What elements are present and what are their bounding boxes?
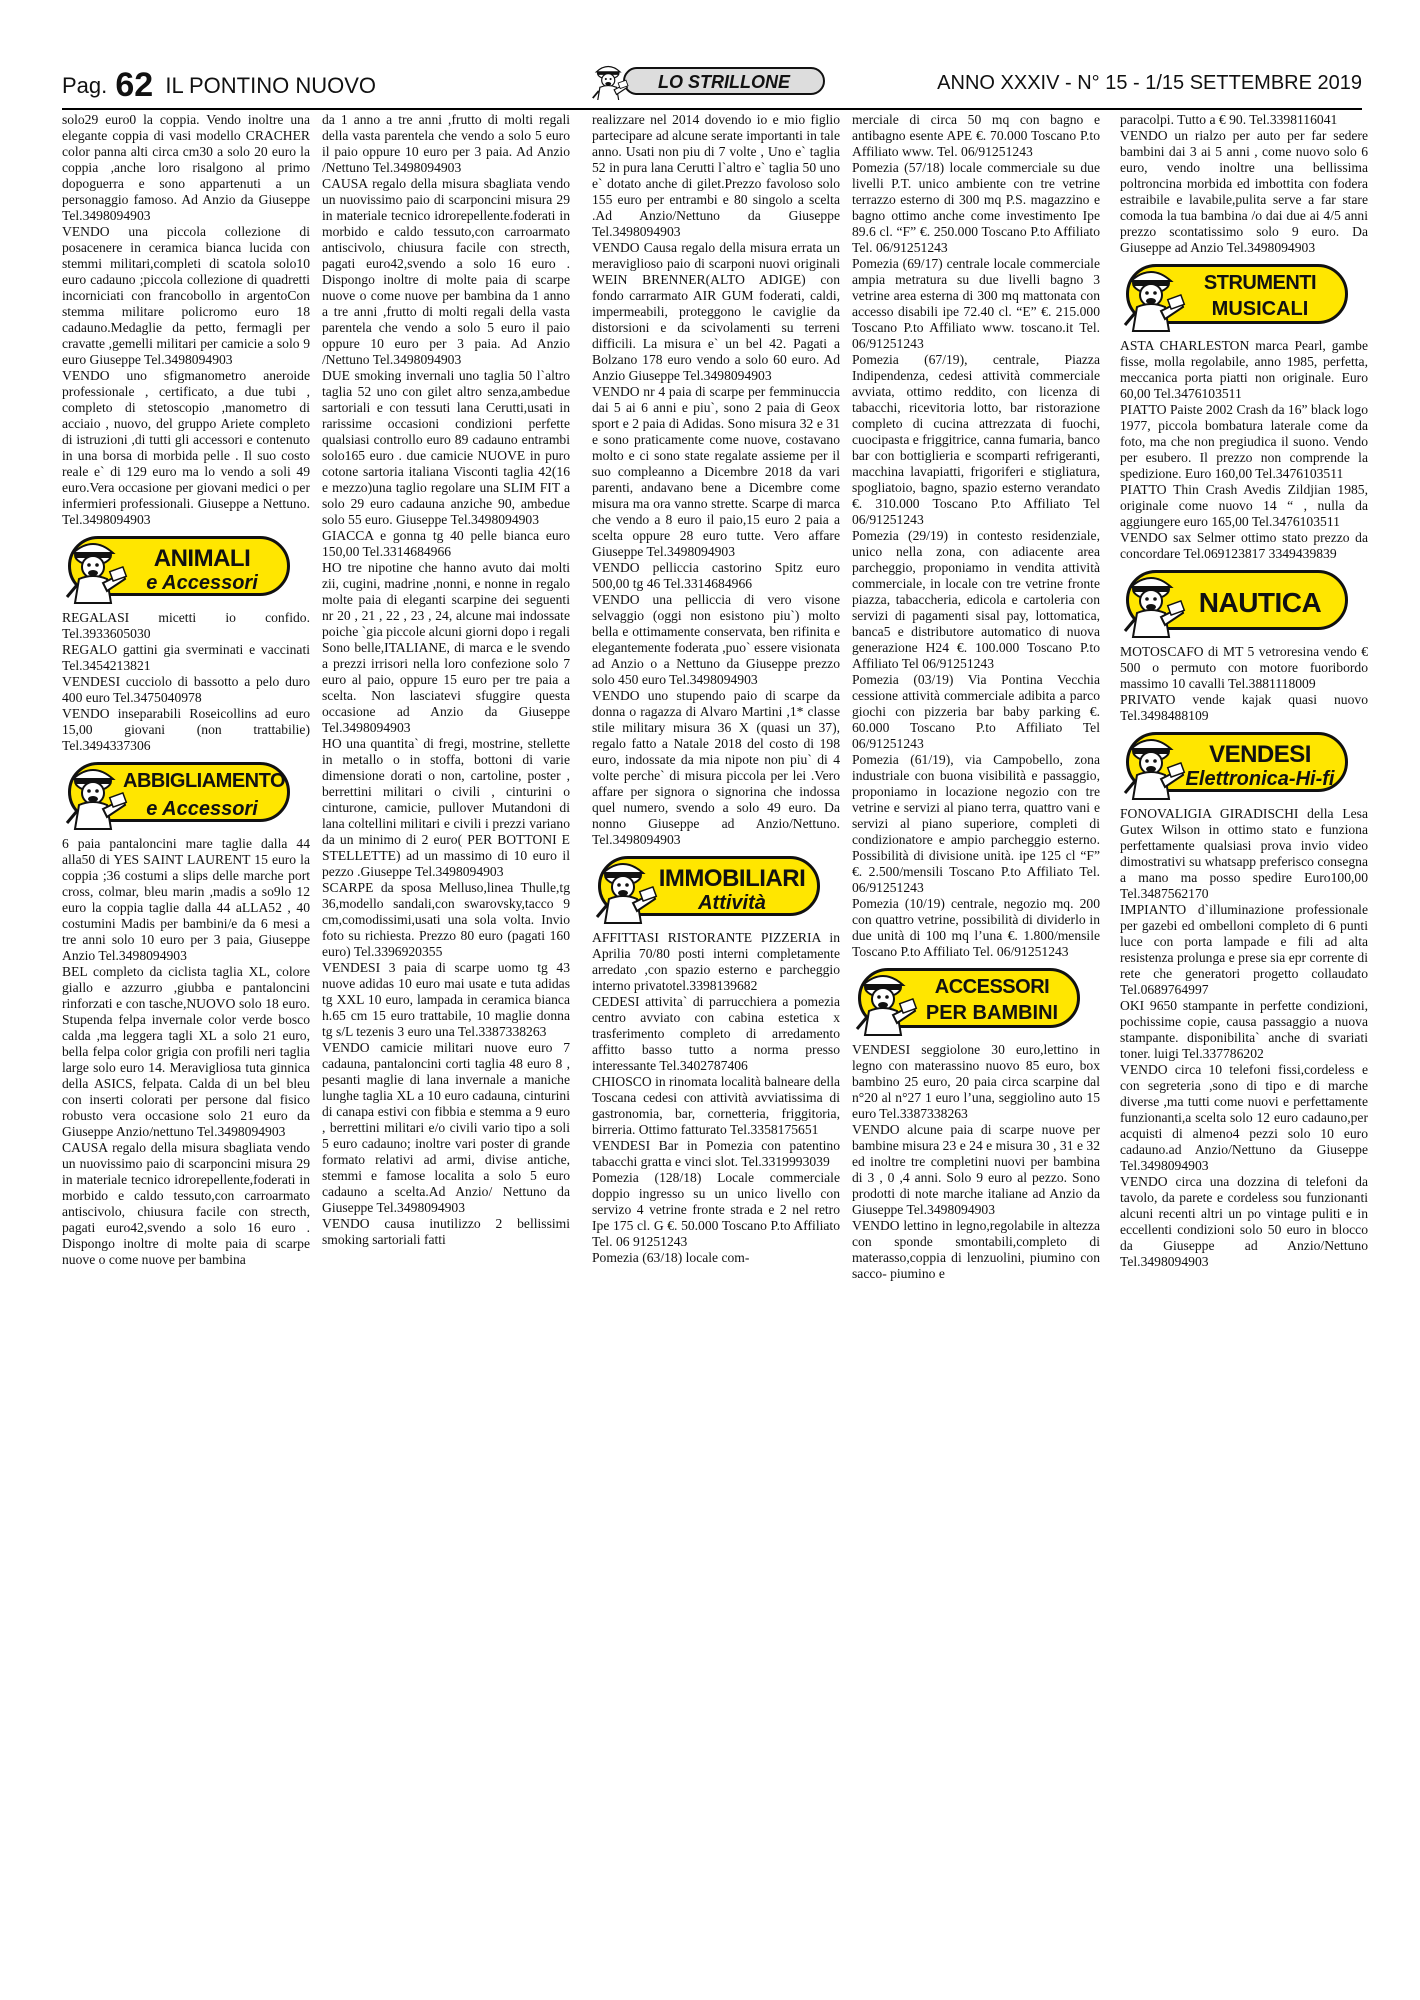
classified-ad: VENDESI cucciolo di bassotto a pelo duro 400 euro Tel.3475040978	[62, 674, 310, 705]
classified-ad: IMPIANTO d`illuminazione professionale per gazebi ed ombelloni completo di 6 punti luce con porta lampade e fili ad alta resistenza prolunga e prese sia epr corrente di rete che generatori progetto collaudato Tel.0689764997	[1120, 902, 1368, 997]
classified-ad: VENDO una pelliccia di vero visone selvaggio (oggi non esistono piu`) molto bella e ottimamente conservata, ben rifinita e elegantemente foderata ,puo` essere visionata ad Anzio o a Nettuno da Giuseppe prezzo solo 450 euro Tel.3498094903	[592, 592, 840, 687]
classified-ad: VENDO sax Selmer ottimo stato prezzo da concordare Tel.069123817 3349439839	[1120, 530, 1368, 561]
classified-ad: CAUSA regalo della misura sbagliata vendo un nuovissimo paio di scarponcini misura 29 in materiale tecnico idrorepellente.foderati in morbido e caldo tessuto,con carroarmato antiscivolo, chiusura facile con strecth, pagati euro42,svendo a solo 16 euro . Dispongo inoltre di molte paia di scarpe nuove o come nuove per bambina da 1 anno a tre anni ,frutto di molti regali della vasta parentela che vendo a solo 5 euro il paio oppure 10 euro per 3 paia. Ad Anzio /Nettuno Tel.3498094903	[322, 176, 570, 367]
classified-ad: Pomezia (29/19) in contesto residenziale, unico nella zona, con adiacente area parcheggio, proponiamo in vendita attività commerciale, in locale con tre vetrine fronte piazza, tabaccheria, edicola e cartoleria con servizi di pagamenti sisal pay, lottomatica, banca5 e distributore automatico di nuova generazione H24 €. 100.000 Toscano P.to Affiliato Tel 06/91251243	[852, 528, 1100, 671]
classified-ad: FONOVALIGIA GIRADISCHI della Lesa Gutex Wilson in ottimo stato e funziona perfettamente qualsiasi prova invio video dimostrativi su whatsapp preferisco consegna a mano ma posso spedire Euro100,00 Tel.3487562170	[1120, 806, 1368, 901]
section-badge-accessori-bambini	[852, 964, 1100, 1034]
classified-ad: Pomezia (03/19) Via Pontina Vecchia cessione attività commerciale adibita a parco giochi con pizzeria bar baby parking €. 60.000 Toscano P.to Affiliato Tel 06/91251243	[852, 672, 1100, 751]
classified-ad: HO tre nipotine che hanno avuto dai molti zii, cugini, madrine ,nonni, e nonne in regalo molte paia di eleganti scarpine dei seguenti nr 20 , 21 , 22 , 23 , 24, alcune mai indossate poiche `gia piccole alcuni giorni dopo i regali Sono belle,ITALIANE, di marca e le svendo a prezzi irrisori nella loro confezione solo 7 euro al paio, oppure 15 euro per tre paia a scelta. Non lasciatevi sfuggire questa occasione ad Anzio da Giuseppe Tel.3498094903	[322, 560, 570, 735]
classified-ad: VENDO Causa regalo della misura errata un meraviglioso paio di scarponi nuovi originali WEIN BRENNER(ALTO ADIGE) con fondo carrarmato AIR GUM foderati, caldi, impermeabili, proteggono le caviglie da distorsioni e da scivolamenti su terreni difficili. La misura e` un bel 42. Pagati a Bolzano 178 euro vendo a solo 60 euro. Ad Anzio Giuseppe Tel.3498094903	[592, 240, 840, 383]
classified-ad: merciale di circa 50 mq con bagno e antibagno esente APE €. 70.000 Toscano P.to Affiliato www. Tel. 06/91251243	[852, 112, 1100, 159]
classified-ad: SCARPE da sposa Melluso,linea Thulle,tg 36,modello sandali,con swarovsky,tacco 9 cm,comodissimi,usati una sola volta. Invio foto su richiesta. Prezzo 80 euro (pagati 160 euro) Tel.3396920355	[322, 880, 570, 959]
classified-ad: CAUSA regalo della misura sbagliata vendo un nuovissimo paio di scarponcini misura 29 in materiale tecnico idrorepellente,foderati in morbido e caldo tessuto,con carroarmato antiscivolo, chiusura facile con strecth, pagati euro42,svendo a solo 16 euro . Dispongo inoltre di molte paia di scarpe nuove o come nuove per bambina	[62, 1140, 310, 1267]
newsboy-mascot-icon	[63, 759, 129, 833]
classified-ad: VENDO nr 4 paia di scarpe per femminuccia dai 5 ai 6 anni e piu`, sono 2 paia di Geox sport e 2 paia di Adidas. Sono misura 32 e 31 e sono praticamente come nuove, costavano molto e ci sono state regalate assieme per il suo compleanno a Dicembre 2018 da vari parenti, andavano bene a Dicembre come misura ma ora vanno strette. Scarpe di marca che vendo a 8 euro il paio,15 euro 2 paia a scelta oppure 28 euro tutte. Vero affare Giuseppe Tel.3498094903	[592, 384, 840, 559]
section-subtitle: Attività	[698, 892, 766, 914]
newsboy-mascot-icon	[593, 853, 659, 927]
classified-ad: VENDO lettino in legno,regolabile in altezza con sponde smontabili,completo di materasso,coppia di lenzuolini, piumino con sacco- piumino e	[852, 1218, 1100, 1281]
column-3	[592, 112, 840, 1266]
classified-ad: VENDESI 3 paia di scarpe uomo tg 43 nuove adidas 10 euro mai usate e tuta adidas tg XXL 10 euro, lampada in ceramica bianca h.65 cm 15 euro trattabile, 10 maglie donna tg s/L tezenis 3 euro una Tel.3387338263	[322, 960, 570, 1039]
section-title: NAUTICA	[1198, 587, 1322, 618]
lo-strillone-logo	[590, 60, 830, 100]
classified-ad: da 1 anno a tre anni ,frutto di molti regali della vasta parentela che vendo a solo 5 euro il paio oppure 10 euro per 3 paia. Ad Anzio /Nettuno Tel.3498094903	[322, 112, 570, 175]
section-subtitle: e Accessori	[146, 572, 258, 594]
classified-ad: VENDO alcune paia di scarpe nuove per bambine misura 23 e 24 e misura 30 , 31 e 32 ed inoltre tre completini nuovi per bambina di 3 , 0 ,4 anni. Solo 9 euro al pezzo. Sono prodotti di note marche italiane ad Anzio da Giuseppe Tel.3498094903	[852, 1122, 1100, 1217]
section-title: ABBIGLIAMENTO	[123, 770, 286, 792]
classified-ad: Pomezia (63/18) locale com-	[592, 1250, 750, 1265]
classified-ad: VENDO camicie militari nuove euro 7 cadauna, pantaloncini corti taglia 48 euro 8 , pesanti maglie di lana invernale a maniche lunghe taglia XL a 10 euro cadauna, cinturini di canapa estivi con fibbia e stemma a 9 euro , berrettini militari e/o civili vario tipo a soli 5 euro cadauno; inoltre vari poster di grande formato relativi ad armi, divise antiche, stemmi e famose localita a solo 5 euro cadauno a scelta.Ad Anzio/ Nettuno da Giuseppe Tel.3498094903	[322, 1040, 570, 1215]
classified-ad: MOTOSCAFO di MT 5 vetroresina vendo € 500 o permuto con motore fuoribordo massimo 10 cavalli Tel.3881118009	[1120, 644, 1368, 691]
page-number: 62	[115, 66, 154, 104]
section-title: STRUMENTI	[1203, 272, 1317, 294]
classified-ad: PIATTO Paiste 2002 Crash da 16” black logo 1977, piccola bombatura laterale come da foto, ma che non pregiudica il suono. Vendo per esubero. Il prezzo non comprende la spedizione. Euro 160,00 Tel.3476103511	[1120, 402, 1368, 481]
classified-ad: VENDESI seggiolone 30 euro,lettino in legno con materassino nuovo 85 euro, box bambino 25 euro, 20 paia circa scarpine dal n°20 al n°27 1 euro l’una, seggiolino auto 15 euro Tel.3387338263	[852, 1042, 1100, 1121]
classified-ad: DUE smoking invernali uno taglia 50 l`altro taglia 52 uno con gilet altro senza,ambedue sartoriali e con tessuti lana Cerutti,usati in rarissime occasioni condizioni perfette qualsiasi controllo euro 89 cadauno entrambi solo165 euro . due camicie NUOVE in puro cotone sartoria italiana Visconti taglia 42(16 e mezzo)una taglio regolare una SLIM FIT a solo 29 euro cadauna anziche 90, ambedue solo 55 euro. Giuseppe Tel.3498094903	[322, 368, 570, 527]
classified-ad: Pomezia (10/19) centrale, negozio mq. 200 con quattro vetrine, possibilità di dividerlo in due unità di 100 mq l’una €. 1.800/mensile Toscano P.to Affiliato Tel. 06/91251243	[852, 896, 1100, 959]
newsboy-mascot-icon	[1121, 729, 1187, 803]
column-4	[852, 112, 1100, 1282]
classified-ad: GIACCA e gonna tg 40 pelle bianca euro 150,00 Tel.3314684966	[322, 528, 570, 559]
page-label: Pag.	[62, 73, 108, 98]
classified-ad: PRIVATO vende kajak quasi nuovo Tel.3498488109	[1120, 692, 1368, 723]
classified-ad: VENDO uno stupendo paio di scarpe da donna o ragazza di Alvaro Martini ,1* classe stile military misura 36 X (quasi un 37), regalo fatto a Natale 2018 del costo di 198 euro, indossate da mia nipote non piu` di 4 volte perche` di misura piccola per lei .Vero affare per signora o signorina che indossa quel numero, svendo a solo 49 euro. Da nonno Giuseppe ad Anzio/Nettuno. Tel.3498094903	[592, 688, 840, 847]
classified-ad: AFFITTASI RISTORANTE PIZZERIA in Aprilia 70/80 posti interni completamente arredato ,con spazio esterno e parcheggio interno privatotel.3398139682	[592, 930, 840, 993]
section-title: VENDESI	[1209, 741, 1311, 768]
newsboy-mascot-icon	[63, 533, 129, 607]
classified-ad: Pomezia (69/17) centrale locale commerciale ampia metratura su due livelli bagno 3 vetrine area esterna di 300 mq mattonata con accesso disabili ipe 72.40 cl. “E” €. 215.000 Toscano P.to Affiliato www. toscano.it Tel. 06/91251243	[852, 256, 1100, 351]
section-badge-immobiliari	[592, 852, 840, 922]
column-2	[322, 112, 570, 1248]
classified-ad: VENDO inseparabili Roseicollins ad euro 15,00 giovani (non trattabilie) Tel.3494337306	[62, 706, 310, 753]
classified-ad: BEL completo da ciclista taglia XL, colore giallo e azzurro ,giubba e pantaloncini rinforzati e con tasche,NUOVO solo 18 euro. Stupenda felpa invernale color verde bosco calda ,ma leggera tagli XL a solo 21 euro, bella felpa color grigia con profili neri taglia large solo euro 14. Meravigliosa tuta ginnica della ASICS, felpata. Calda di un bel bleu con inserti colorati per persone dal fisico robusto vera occasione solo 21 euro da Giuseppe Anzio/nettuno Tel.3498094903	[62, 964, 310, 1139]
classified-ad: Pomezia (61/19), via Campobello, zona industriale con buona visibilità e passaggio, proponiamo in locazione negozio con tre vetrine e servizi al piano terra, quattro vani e servizi al piano superiore, completi di condizionatore e ampio parcheggio esterno. Possibilità di divisione unità. ipe 125 cl “F” €. 2.500/mensili Toscano P.to Affiliato Tel. 06/91251243	[852, 752, 1100, 895]
section-title: IMMOBILIARI	[658, 865, 806, 892]
section-badge-strumenti-musicali	[1120, 260, 1368, 330]
section-subtitle: PER BAMBINI	[925, 1002, 1059, 1024]
classified-ad: VENDESI Bar in Pomezia con patentino tabacchi gratta e vinci slot. Tel.3319993039	[592, 1138, 840, 1169]
section-title: ANIMALI	[153, 545, 251, 572]
classified-ad: VENDO pelliccia castorino Spitz euro 500,00 tg 46 Tel.3314684966	[592, 560, 840, 591]
page-header	[62, 60, 1362, 110]
page-header-left	[62, 66, 376, 105]
header-rule	[62, 108, 1362, 110]
section-badge-elettronica	[1120, 728, 1368, 798]
classified-ad: PIATTO Thin Crash Avedis Zildjian 1985, originale come nuovo 14 “ , nulla da aggiungere euro 165,00 Tel.3476103511	[1120, 482, 1368, 529]
section-subtitle: e Accessori	[146, 798, 258, 820]
section-subtitle: Elettronica-Hi-fi	[1185, 768, 1335, 790]
newspaper-name: IL PONTINO NUOVO	[165, 73, 376, 98]
logo-text: LO STRILLONE	[658, 72, 790, 92]
section-badge-abbigliamento	[62, 758, 310, 828]
classified-ad: realizzare nel 2014 dovendo io e mio figlio partecipare ad alcune serate importanti in tale anno. Usati non piu di 7 volte , Uno e` taglia 52 in pura lana Cerutti l`altro e` taglia 50 uno e` dotato anche di gilet.Prezzo favoloso solo 155 euro per entrambi e 80 singolo a scelta .Ad Anzio/Nettuno da Giuseppe Tel.3498094903	[592, 112, 840, 239]
newsboy-mascot-icon	[1121, 567, 1187, 641]
classified-ad: Pomezia (128/18) Locale commerciale doppio ingresso su un unico livello con servizo 4 vetrine fronte strada e 2 nel retro Ipe 175 cl. G €. 50.000 Toscano P.to Affiliato Tel. 06 91251243	[592, 1170, 840, 1249]
classified-ad: Pomezia (57/18) locale commerciale su due livelli P.T. unico ambiente con tre vetrine terrazzo esterno di 300 mq P.S. magazzino e bagno ottimo anche come investimento Ipe 89.6 cl. “F” €. 250.000 Toscano P.to Affiliato Tel. 06/91251243	[852, 160, 1100, 255]
column-5	[1120, 112, 1368, 1270]
classified-ad: CHIOSCO in rinomata località balneare della Toscana cedesi con attività avviatissima di gastronomia, bar, cornetteria, friggitoria, birreria. Ottimo fatturato Tel.3358175651	[592, 1074, 841, 1137]
classified-ad: ASTA CHARLESTON marca Pearl, gambe fisse, molla regolabile, anno 1985, perfetta, meccanica porta piatti non originale. Euro 60,00 Tel.3476103511	[1120, 338, 1368, 401]
classified-ad: paracolpi. Tutto a € 90. Tel.3398116041	[1120, 112, 1338, 127]
section-badge-nautica	[1120, 566, 1368, 636]
classified-ad: REGALASI micetti io confido. Tel.3933605030	[62, 610, 310, 641]
classified-ad: Pomezia (67/19), centrale, Piazza Indipendenza, cedesi attività commerciale avviata, ottimo reddito, con licenza di tabacchi, ricevitoria lotto, bar ristorazione completo di cucina attrezzata di fuochi, cuocipasta e friggitrice, canna fumaria, banco bar con bottiglieria e scomparti refrigeranti, macchina lavapiatti, frigoriferi e stigliatura, spogliatoio, bagno, spazio esterno verandato €. 310.000 Toscano P.to Affiliato Tel 06/91251243	[852, 352, 1100, 527]
classified-ad: VENDO circa una dozzina di telefoni da tavolo, da parete e cordeless sou funzionanti alcuni recenti altri un po vintage puliti e in eccellenti condizioni solo 50 euro in blocco da Giuseppe ad Anzio/Nettuno Tel.3498094903	[1120, 1174, 1368, 1269]
section-title: ACCESSORI	[934, 976, 1050, 998]
classified-ad: 6 paia pantaloncini mare taglie dalla 44 alla50 di YES SAINT LAURENT 15 euro la coppia ;36 costumi a slips delle marche port cross, colmar, bleu marin ,madis a so9lo 12 euro la coppia taglie dalla 44 aLLA52 , 40 costumini Madis per bambini/e da 6 mesi a tre anni solo 10 euro per 3 paia, Giuseppe Anzio Tel.3498094903	[62, 836, 310, 963]
section-badge-animali	[62, 532, 310, 602]
classified-ad: VENDO un rialzo per auto per far sedere bambini dai 3 ai 5 anni , come nuovo solo 6 euro, vendo inoltre una bellissima poltroncina morbida ed imbottita con fodera estraibile e lavabile,pulita serve a far stare comoda la tua bambina /o dai due ai 4/5 anni prezzo scontatissimo solo 9 euro. Da Giuseppe ad Anzio Tel.3498094903	[1120, 128, 1368, 255]
classified-ad: VENDO circa 10 telefoni fissi,cordeless e con segreteria ,sono di tipo e di marche diverse ,ma tutti come nuovi e perfettamente funzionanti,a scelta solo 12 euro cadauno,per acquisti di almeno4 pezzi solo 10 euro cadauno.ad Anzio/Nettuno da Giuseppe Tel.3498094903	[1120, 1062, 1368, 1173]
newsboy-mascot-icon	[1121, 261, 1187, 335]
section-subtitle: MUSICALI	[1211, 298, 1309, 320]
classified-ad: HO una quantita` di fregi, mostrine, stellette in metallo o in stoffa, bottoni di varie dimensione dorati o non, cartoline, poster , berrettini militari o civili , cinturini o cinturone, camicie, pullover Mutandoni di lana coltellini militari e civili i prezzi variano da un minimo di 2 euro( PER BOTTONI E STELLETTE) ad un massimo di 10 euro il pezzo .Giuseppe Tel.3498094903	[322, 736, 570, 879]
classified-ad: solo29 euro0 la coppia. Vendo inoltre una elegante coppia di vasi modello CRACHER color panna alti circa cm30 a solo 20 euro la coppia ,anche loro risalgono al primo dopoguerra e sono appartenuti a un personaggio famoso. Ad Anzio da Giuseppe Tel.3498094903	[62, 112, 310, 223]
classified-ad: OKI 9650 stampante in perfette condizioni, pochissime copie, causa passaggio a nuova stampante. disponibilita` anche di svariati toner. luigi Tel.337786202	[1120, 998, 1368, 1061]
newsboy-mascot-icon	[853, 965, 919, 1039]
issue-info: ANNO XXXIV - N° 15 - 1/15 SETTEMBRE 2019	[937, 72, 1362, 94]
classified-ad: VENDO causa inutilizzo 2 bellissimi smoking sartoriali fatti	[322, 1216, 570, 1247]
classified-ad: VENDO una piccola collezione di posacenere in ceramica bianca lucida con stemmi militari,completi di scatola solo10 euro cadauno ;piccola collezione di quadretti incorniciati con francobollo in argentoCon stemma militare policromo euro 18 cadauno.Medaglie da petto, fermagli per cravatte ,gemelli militari per camicie a solo 9 euro Giuseppe Tel.3498094903	[62, 224, 310, 367]
column-1	[62, 112, 310, 1268]
classified-ad: CEDESI attivita` di parrucchiera a pomezia centro avviato con cabina estetica x trasferimento completo di arredamento affitto basso tutto a norma presso interessante Tel.3402787406	[592, 994, 840, 1073]
classified-ad: VENDO uno sfigmanometro aneroide professionale , certificato, a due tubi , completo di stetoscopio ,manometro di acciaio , nuovo, del gruppo Ariete completo di istruzioni ,di tutti gli accessori e contenuto in una borsa di morbida pelle . Il suo costo reale e` di 129 euro ma lo vendo a soli 49 euro.Vera occasione per giovani medici o per infermieri professionali. Giuseppe a Nettuno. Tel.3498094903	[62, 368, 310, 527]
classified-ad: REGALO gattini gia sverminati e vaccinati Tel.3454213821	[62, 642, 310, 673]
